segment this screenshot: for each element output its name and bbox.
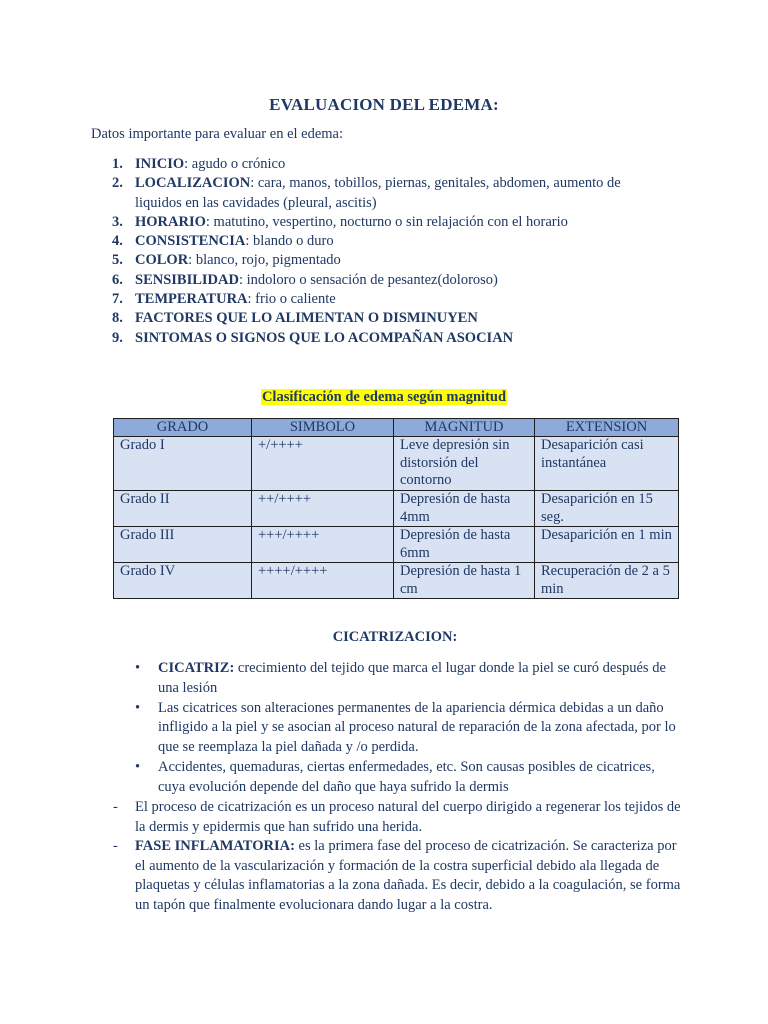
section-title: CICATRIZACION: — [332, 629, 458, 645]
dash-icon: - — [113, 799, 118, 815]
list-item: • Las cicatrices son alteraciones permanentes de la apariencia dérmica debidas a un daño infligido a la piel y se asocian al proceso natural de reparación de la zona afectada, por lo que se reemplaza la piel dañada y /o perdida. — [135, 699, 676, 756]
bullet-icon: • — [135, 758, 141, 775]
table-cell: ++/++++ — [252, 491, 394, 527]
table-cell: +/++++ — [252, 437, 394, 491]
list-item: - FASE INFLAMATORIA: es la primera fase del proceso de cicatrización. Se caracteriza por el aumento de la vascularización y formación de la costra superficial debido ala llegada de plaquetas y células inflamatorias a la zona dañada. Es decir, debido a la coagulación, se forma un tapón que finalmente evolucionara dando lugar a la costra. — [113, 838, 681, 913]
list-item: 7. TEMPERATURA: frio o caliente — [112, 291, 336, 308]
table-cell: ++++/++++ — [252, 563, 394, 599]
list-item: 5. COLOR: blanco, rojo, pigmentado — [112, 252, 341, 269]
list-item: • CICATRIZ: crecimiento del tejido que marca el lugar donde la piel se curó después de una lesión — [135, 660, 666, 696]
table-cell: Grado IV — [114, 563, 252, 599]
table-row — [114, 491, 679, 527]
criteria-list — [110, 155, 650, 348]
table-cell: Depresión de hasta 6mm — [394, 527, 535, 563]
column-header: GRADO — [114, 419, 252, 437]
table-row — [114, 527, 679, 563]
table-cell: Recuperación de 2 a 5 min — [535, 563, 679, 599]
table-cell: Grado II — [114, 491, 252, 527]
table-cell: Desaparición en 1 min — [535, 527, 679, 563]
table-cell: Depresión de hasta 4mm — [394, 491, 535, 527]
list-item: • Accidentes, quemaduras, ciertas enfermedades, etc. Son causas posibles de cicatrices, cuya evolución depende del daño que haya sufrido la dermis — [135, 758, 655, 795]
table-cell: Leve depresión sin distorsión del contorno — [394, 437, 535, 491]
bullet-icon: • — [135, 699, 141, 716]
bullet-icon: • — [135, 660, 141, 676]
table-row — [114, 563, 679, 599]
column-header: EXTENSION — [535, 419, 679, 437]
column-header: SIMBOLO — [252, 419, 394, 437]
document-title: EVALUACION DEL EDEMA: — [269, 95, 499, 114]
list-item: 6. SENSIBILIDAD: indoloro o sensación de pesantez(doloroso) — [112, 271, 498, 288]
list-item: 9. SINTOMAS O SIGNOS QUE LO ACOMPAÑAN ASOCIAN — [112, 329, 514, 346]
dash-list — [113, 798, 683, 916]
table-cell: Desaparición casi instantánea — [535, 437, 679, 491]
table-cell: Depresión de hasta 1 cm — [394, 563, 535, 599]
table-row — [114, 437, 679, 491]
list-item: 1. INICIO: agudo o crónico — [112, 156, 286, 172]
bullet-list — [135, 659, 680, 798]
dash-icon: - — [113, 838, 118, 855]
edema-grade-table — [113, 418, 679, 599]
table-cell: Grado I — [114, 437, 252, 491]
table-caption: Clasificación de edema según magnitud — [261, 389, 507, 405]
list-item: 8. FACTORES QUE LO ALIMENTAN O DISMINUYEN — [112, 310, 478, 327]
intro-text: Datos importante para evaluar en el edema: — [91, 126, 344, 142]
list-item: - El proceso de cicatrización es un proceso natural del cuerpo dirigido a regenerar los tejidos de la dermis y epidermis que han sufrido una herida. — [113, 799, 681, 835]
table-cell: Grado III — [114, 527, 252, 563]
table-cell: Desaparición en 15 seg. — [535, 491, 679, 527]
column-header: MAGNITUD — [394, 419, 535, 437]
list-item: 2. LOCALIZACION: cara, manos, tobillos, piernas, genitales, abdomen, aumento de liquidos en las cavidades (pleural, ascitis) — [112, 175, 621, 211]
list-item: 4. CONSISTENCIA: blando o duro — [112, 233, 334, 250]
table-header-row — [114, 419, 679, 437]
list-item: 3. HORARIO: matutino, vespertino, nocturno o sin relajación con el horario — [112, 213, 568, 230]
table-cell: +++/++++ — [252, 527, 394, 563]
